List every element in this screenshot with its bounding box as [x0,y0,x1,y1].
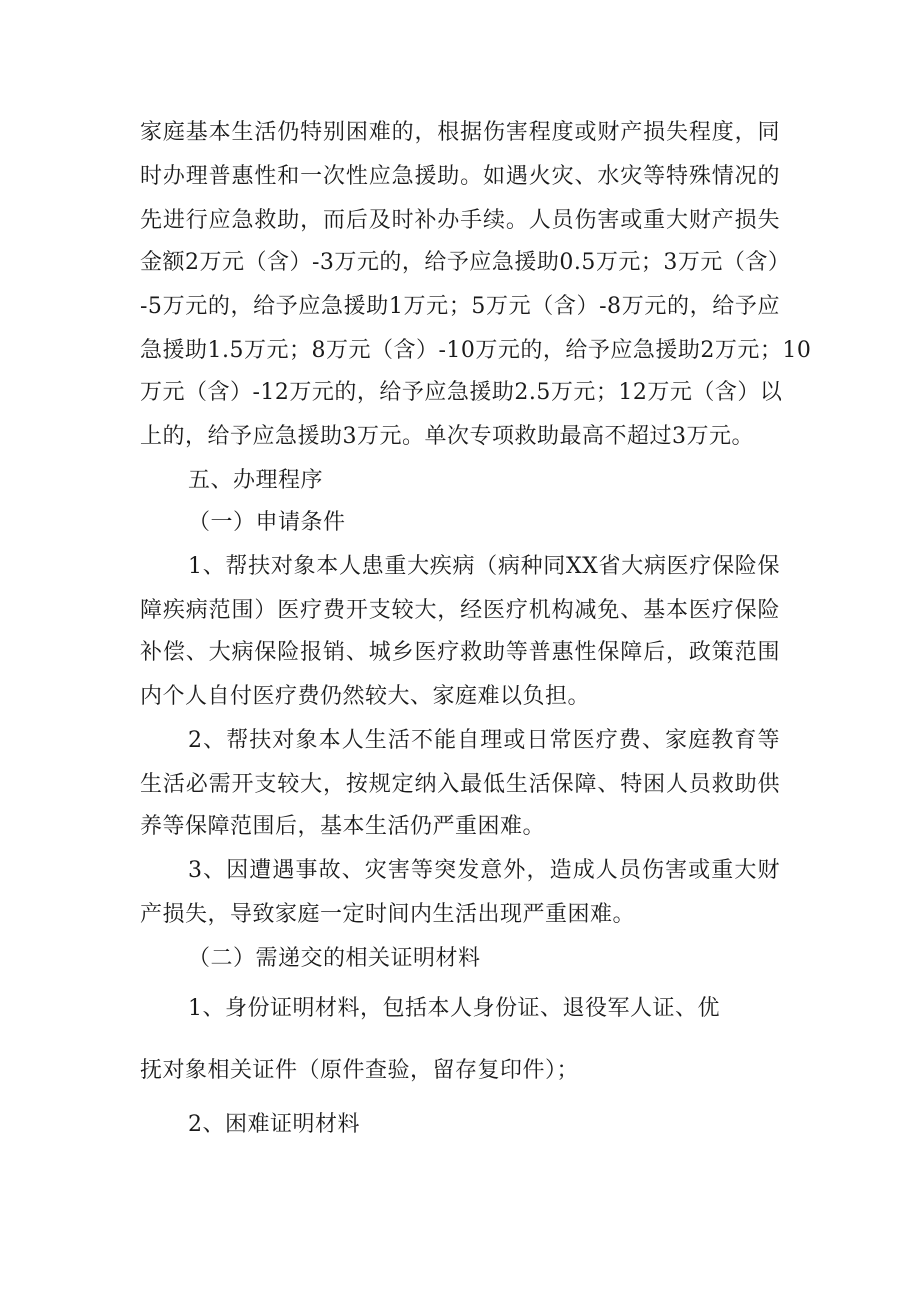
condition-1-line-3: 补偿、大病保险报销、城乡医疗救助等普惠性保障后，政策范围 [140,640,780,665]
condition-3-line-2: 产损失，导致家庭一定时间内生活出现严重困难。 [140,902,636,927]
body-line-7: 万元（含）-12万元的，给予应急援助2.5万元；12万元（含）以 [140,380,783,405]
condition-1-line-1: 1、帮扶对象本人患重大疾病（病种同XX省大病医疗保险保 [188,554,780,579]
section-heading-procedure: 五、办理程序 [188,468,324,493]
body-line-3: 先进行应急救助，而后及时补办手续。人员伤害或重大财产损失 [140,208,780,233]
condition-2-line-1: 2、帮扶对象本人生活不能自理或日常医疗费、家庭教育等 [188,728,780,753]
material-2-line-1: 2、困难证明材料 [188,1112,360,1137]
condition-2-line-2: 生活必需开支较大，按规定纳入最低生活保障、特困人员救助供 [140,772,780,797]
subsection-heading-conditions: （一）申请条件 [188,510,346,535]
body-line-5: -5万元的，给予应急援助1万元；5万元（含）-8万元的，给予应 [140,294,780,319]
body-line-2: 时办理普惠性和一次性应急援助。如遇火灾、水灾等特殊情况的 [140,164,780,189]
condition-2-line-3: 养等保障范围后，基本生活仍严重困难。 [140,814,546,839]
body-line-6: 急援助1.5万元；8万元（含）-10万元的，给予应急援助2万元；10 [140,338,812,363]
condition-1-line-4: 内个人自付医疗费仍然较大、家庭难以负担。 [140,684,591,709]
material-1-line-1: 1、身份证明材料，包括本人身份证、退役军人证、优 [188,996,720,1021]
body-line-4: 金额2万元（含）-3万元的，给予应急援助0.5万元；3万元（含） [140,250,791,275]
condition-1-line-2: 障疾病范围）医疗费开支较大，经医疗机构减免、基本医疗保险 [140,598,780,623]
subsection-heading-materials: （二）需递交的相关证明材料 [188,946,481,971]
body-line-8: 上的，给予应急援助3万元。单次专项救助最高不超过3万元。 [140,424,754,449]
body-line-1: 家庭基本生活仍特别困难的，根据伤害程度或财产损失程度，同 [140,120,780,145]
material-1-line-2: 抚对象相关证件（原件查验，留存复印件）； [140,1058,580,1083]
condition-3-line-1: 3、因遭遇事故、灾害等突发意外，造成人员伤害或重大财 [188,858,780,883]
